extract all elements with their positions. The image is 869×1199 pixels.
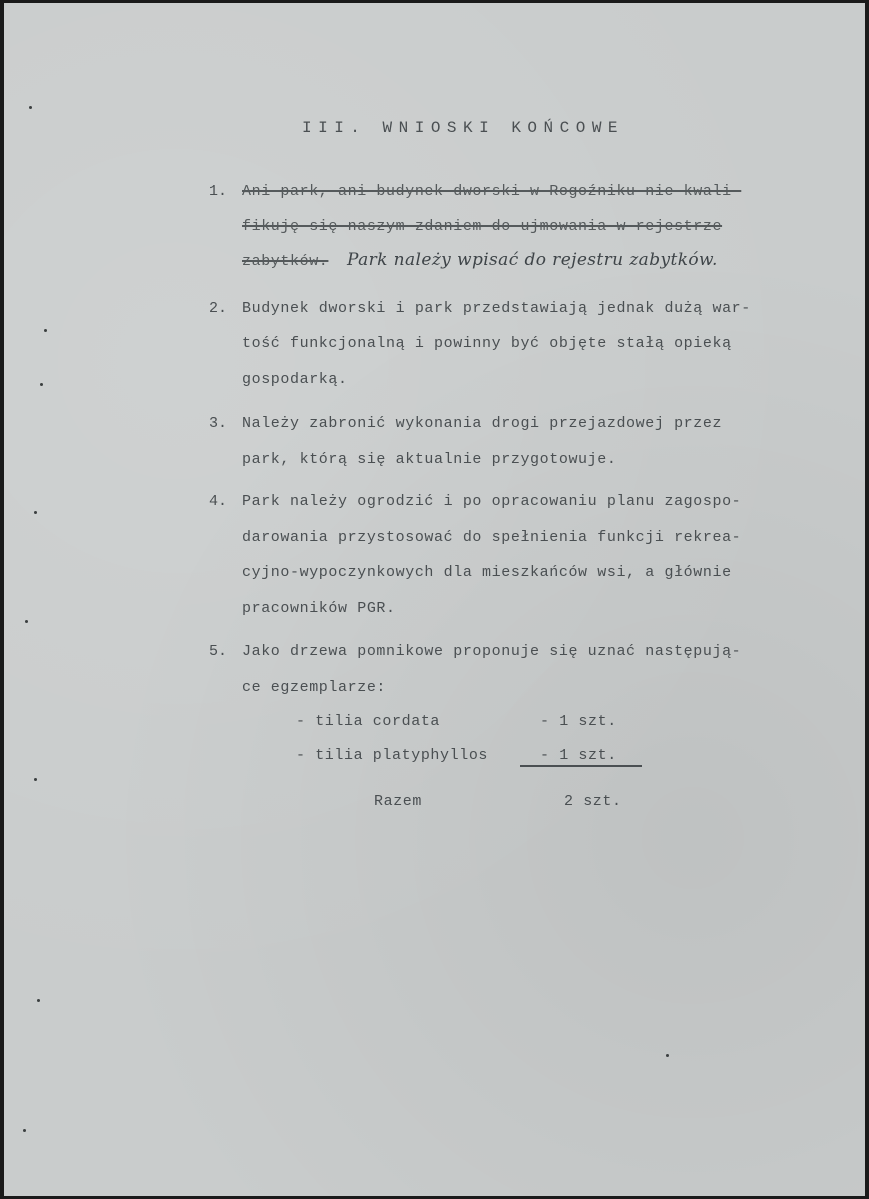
tree-1-count: - 1 szt. (540, 713, 617, 730)
item-2-line-1: Budynek dworski i park przedstawiają jednak dużą war- (242, 300, 751, 317)
item-4-line-4: pracowników PGR. (242, 600, 396, 617)
tree-2-count: - 1 szt. (540, 747, 617, 764)
sum-underline (520, 765, 642, 767)
margin-speck (25, 620, 28, 623)
item-1-number: 1. (209, 183, 228, 200)
margin-speck (34, 778, 37, 781)
item-4-line-2: darowania przystosować do spełnienia funkcji rekrea- (242, 529, 742, 546)
section-heading: III. WNIOSKI KOŃCOWE (302, 119, 625, 137)
item-1-line-1: Ani park, ani budynek dworski w Rogoźniku nie kwali- (242, 183, 742, 200)
item-4-number: 4. (209, 493, 228, 510)
item-2-line-3: gospodarką. (242, 371, 348, 388)
item-5-line-1: Jako drzewa pomnikowe proponuje się uznać następują- (242, 643, 742, 660)
margin-speck (44, 329, 47, 332)
tree-2-name: - tilia platyphyllos (296, 747, 489, 764)
item-2-number: 2. (209, 300, 228, 317)
handwritten-annotation: Park należy wpisać do rejestru zabytków. (347, 250, 718, 270)
margin-speck (666, 1054, 669, 1057)
margin-speck (34, 511, 37, 514)
item-1-line-3: zabytków. (242, 253, 329, 270)
item-3-line-2: park, którą się aktualnie przygotowuje. (242, 451, 617, 468)
total-label: Razem (374, 793, 423, 810)
margin-speck (40, 383, 43, 386)
item-5-line-2: ce egzemplarze: (242, 679, 387, 696)
margin-speck (29, 106, 32, 109)
margin-speck (23, 1129, 26, 1132)
item-1-line-2: fikuję się naszym zdaniem do ujmowania w rejestrze (242, 218, 723, 235)
document-page (4, 3, 865, 1196)
tree-1-name: - tilia cordata (296, 713, 441, 730)
item-4-line-1: Park należy ogrodzić i po opracowaniu planu zagospo- (242, 493, 742, 510)
total-count: 2 szt. (564, 793, 622, 810)
margin-speck (37, 999, 40, 1002)
item-5-number: 5. (209, 643, 228, 660)
item-4-line-3: cyjno-wypoczynkowych dla mieszkańców wsi, a głównie (242, 564, 732, 581)
item-2-line-2: tość funkcjonalną i powinny być objęte stałą opieką (242, 335, 732, 352)
item-3-line-1: Należy zabronić wykonania drogi przejazdowej przez (242, 415, 723, 432)
item-3-number: 3. (209, 415, 228, 432)
